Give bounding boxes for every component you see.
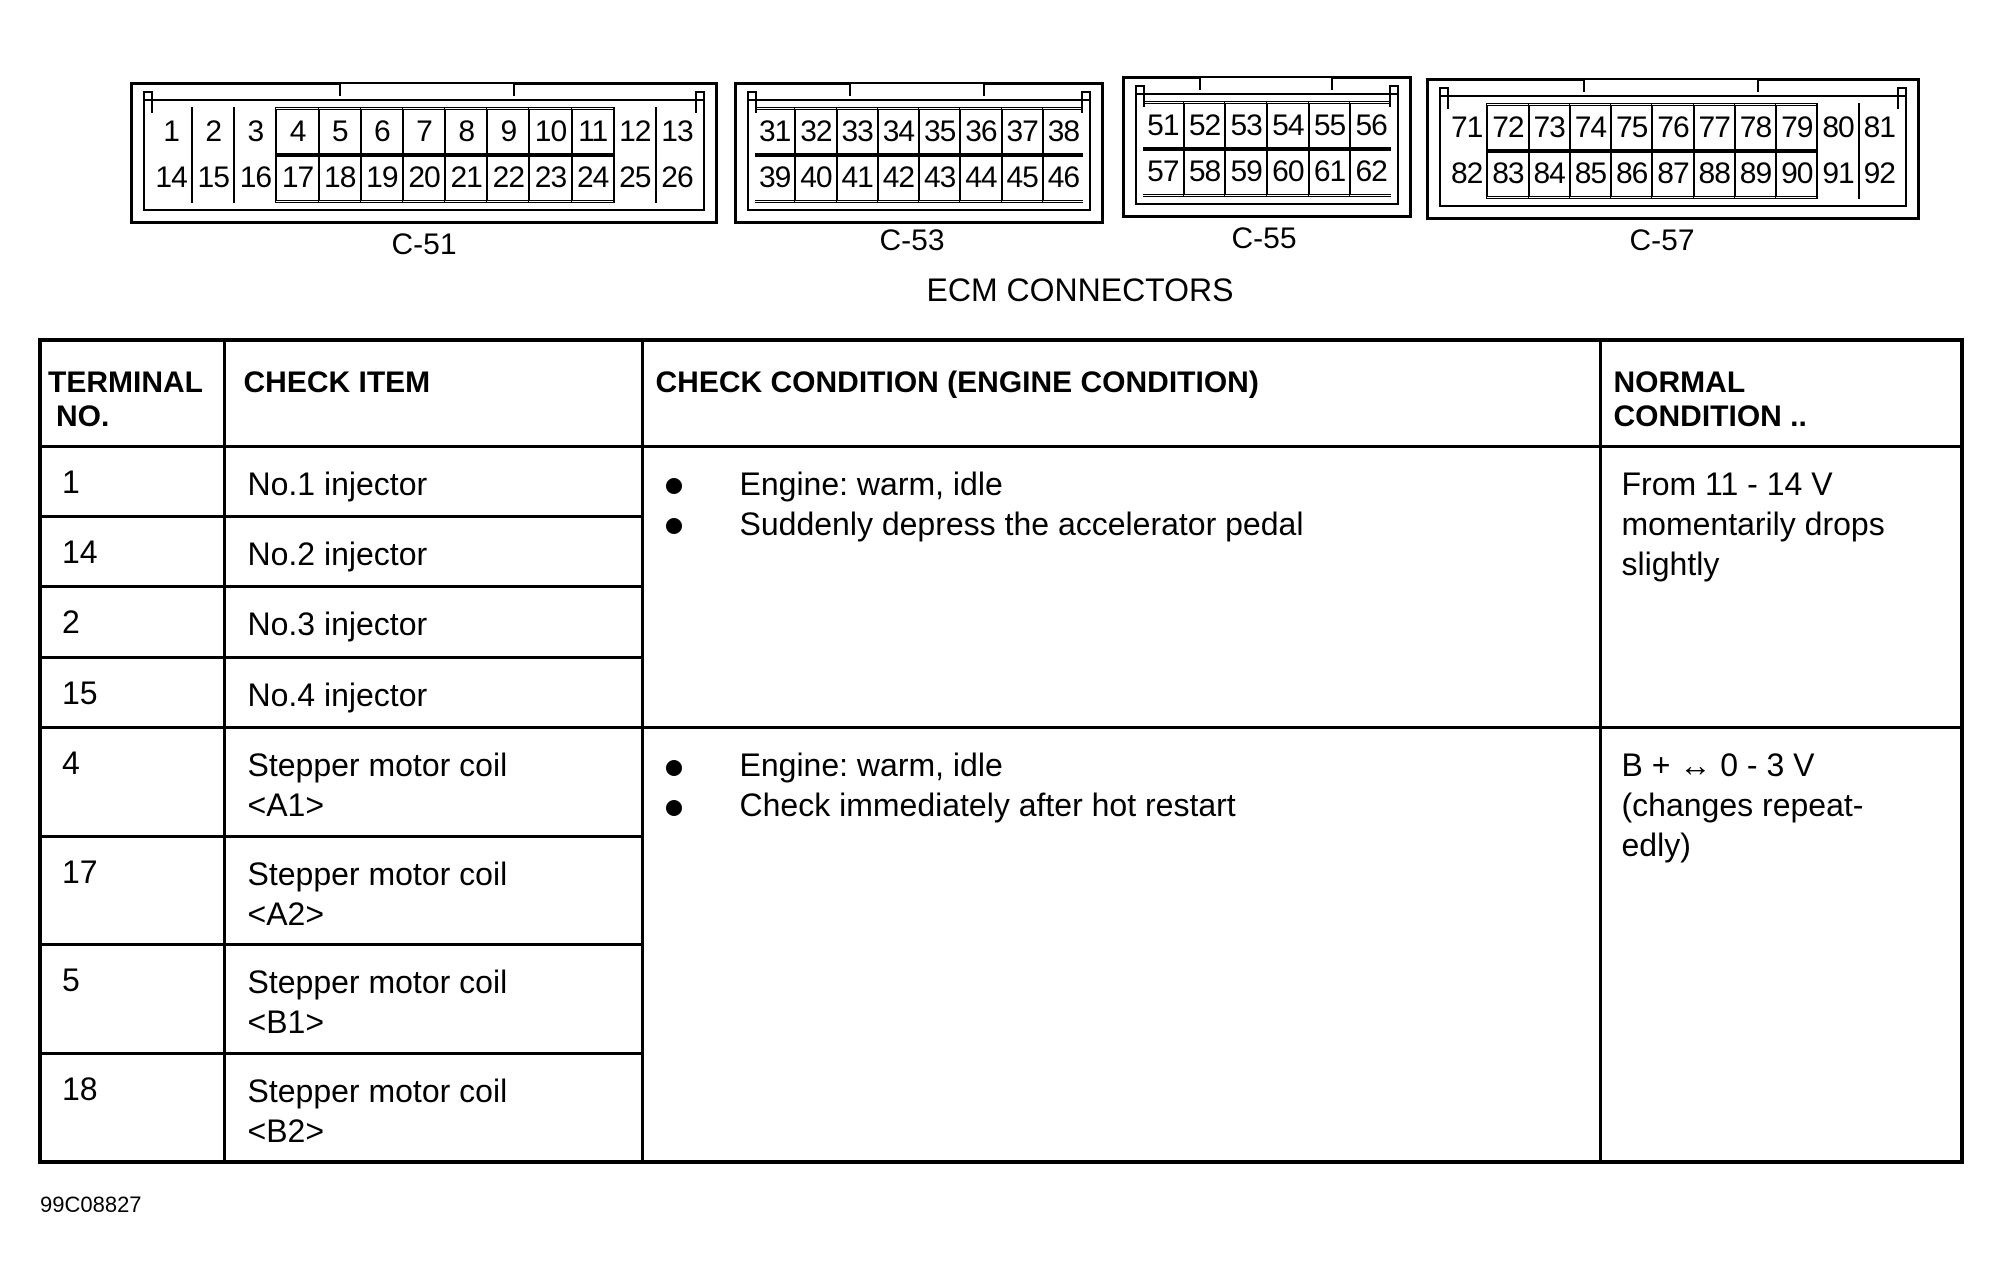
connector-latch xyxy=(1583,78,1759,92)
pin-area xyxy=(1439,95,1907,207)
connector-c51 xyxy=(130,82,718,224)
terminal-cell: 5 xyxy=(40,945,224,1054)
check-item-text: No.2 injector xyxy=(247,535,428,572)
connector-pin: 13 xyxy=(655,107,697,157)
connector-pin: 18 xyxy=(318,153,360,203)
check-item-cell xyxy=(224,836,642,945)
connector-pin: 40 xyxy=(794,153,835,203)
check-item-subtext: <B2> xyxy=(247,1112,325,1149)
connector-pin: 12 xyxy=(613,107,655,157)
pin-row-top xyxy=(151,107,697,157)
connectors-caption: ECM CONNECTORS xyxy=(926,272,1234,308)
connector-pin: 57 xyxy=(1143,147,1183,197)
connector-pin: 41 xyxy=(836,153,877,203)
check-item-text: Stepper motor coil xyxy=(247,964,508,1001)
bullet-dot xyxy=(664,785,740,825)
condition-text: Check immediately after hot restart xyxy=(739,787,1236,824)
connector-pin: 32 xyxy=(794,107,835,157)
connector-pin: 54 xyxy=(1266,101,1308,151)
check-item-subtext: <A2> xyxy=(247,895,325,932)
connector-pin: 78 xyxy=(1734,103,1775,153)
bullet-dot xyxy=(664,745,740,785)
connector-pin: 19 xyxy=(360,153,402,203)
connector-label-c53: C-53 xyxy=(879,224,945,257)
header-check-condition xyxy=(642,340,1600,446)
connector-pin: 51 xyxy=(1143,101,1183,151)
connector-pin: 15 xyxy=(191,153,233,203)
condition-bullet xyxy=(664,745,1599,785)
connector-pin: 73 xyxy=(1528,103,1569,153)
connector-pin: 53 xyxy=(1224,101,1266,151)
normal-condition-cell xyxy=(1600,728,1962,1162)
connector-pin: 91 xyxy=(1816,149,1857,199)
connector-c57 xyxy=(1426,78,1920,220)
connector-pin: 72 xyxy=(1486,103,1527,153)
connector-pin: 59 xyxy=(1224,147,1266,197)
connector-pin: 24 xyxy=(571,153,613,203)
connector-latch xyxy=(339,82,515,96)
bullet-dot xyxy=(664,464,740,504)
check-item-subtext: <B1> xyxy=(247,1004,325,1041)
connector-label-c51: C-51 xyxy=(391,228,457,261)
pin-row-top xyxy=(755,107,1083,157)
header-normal-line1: NORMAL xyxy=(1613,366,1746,399)
connector-pin: 62 xyxy=(1349,147,1391,197)
connector-label-c55: C-55 xyxy=(1231,222,1297,255)
connector-pin: 77 xyxy=(1693,103,1734,153)
pin-row-bottom xyxy=(755,153,1083,203)
connector-pin: 81 xyxy=(1858,103,1899,153)
header-terminal-no xyxy=(40,340,224,446)
connector-pin: 35 xyxy=(918,107,959,157)
terminal-cell: 2 xyxy=(40,587,224,657)
header-check-condition-text: CHECK CONDITION (ENGINE CONDITION) xyxy=(655,366,1259,399)
check-item-cell xyxy=(224,1053,642,1162)
connector-latch xyxy=(1199,76,1333,90)
connector-pin: 21 xyxy=(444,153,486,203)
pin-row-bottom xyxy=(151,153,697,203)
connector-pin: 79 xyxy=(1775,103,1816,153)
connector-pin: 44 xyxy=(959,153,1000,203)
condition-bullet xyxy=(664,785,1599,825)
connector-latch xyxy=(849,82,985,96)
check-item-subtext: <A1> xyxy=(247,787,325,824)
header-normal-condition xyxy=(1600,340,1962,446)
normal-condition-line: momentarily drops xyxy=(1621,505,1885,542)
check-item-text: No.3 injector xyxy=(247,606,428,643)
connector-pin: 11 xyxy=(571,107,613,157)
check-item-text: No.4 injector xyxy=(247,676,428,713)
check-item-cell xyxy=(224,728,642,837)
check-item-cell xyxy=(224,446,642,516)
connector-pin: 56 xyxy=(1349,101,1391,151)
pin-area xyxy=(1135,93,1399,205)
connector-pin: 17 xyxy=(275,153,317,203)
check-item-cell xyxy=(224,657,642,727)
connector-pin: 45 xyxy=(1001,153,1042,203)
connector-pin: 20 xyxy=(402,153,444,203)
connector-pin: 8 xyxy=(444,107,486,157)
terminal-cell: 15 xyxy=(40,657,224,727)
terminal-cell: 1 xyxy=(40,446,224,516)
normal-condition-line: slightly xyxy=(1621,545,1720,582)
connector-pin: 71 xyxy=(1450,110,1483,144)
terminal-cell: 18 xyxy=(40,1053,224,1162)
connector-pin: 38 xyxy=(1042,107,1083,157)
connector-pin: 82 xyxy=(1450,157,1483,191)
pin-row-bottom xyxy=(1143,147,1391,197)
connector-pin: 52 xyxy=(1183,101,1225,151)
connector-pin: 61 xyxy=(1308,147,1350,197)
connector-pin: 25 xyxy=(613,153,655,203)
pin-area xyxy=(143,99,705,211)
condition-text: Suddenly depress the accelerator pedal xyxy=(739,505,1304,542)
connector-pin: 88 xyxy=(1693,149,1734,199)
connector-pin: 16 xyxy=(233,153,275,203)
connector-label-c57: C-57 xyxy=(1629,224,1695,257)
check-condition-cell xyxy=(642,446,1600,728)
normal-condition-cell xyxy=(1600,446,1962,728)
check-item-cell xyxy=(224,516,642,586)
connector-c53 xyxy=(734,82,1104,224)
pin-row-bottom xyxy=(1447,149,1899,199)
connector-pin: 85 xyxy=(1569,149,1610,199)
terminal-check-table xyxy=(38,338,1964,1164)
connector-pin: 83 xyxy=(1486,149,1527,199)
normal-condition-line: B + ↔ 0 - 3 V xyxy=(1621,747,1815,784)
table-row xyxy=(40,446,1962,516)
pin-row-top xyxy=(1447,103,1899,153)
connector-pin: 42 xyxy=(877,153,918,203)
pin-row-top xyxy=(1143,101,1391,151)
terminal-cell: 17 xyxy=(40,836,224,945)
connector-pin: 92 xyxy=(1858,149,1899,199)
connector-pin: 1 xyxy=(163,114,179,148)
header-terminal-line1: TERMINAL xyxy=(48,366,203,399)
check-item-text: No.1 injector xyxy=(247,465,428,502)
connector-pin: 26 xyxy=(655,153,697,203)
connector-pin: 6 xyxy=(360,107,402,157)
condition-text: Engine: warm, idle xyxy=(739,465,1003,502)
connector-pin: 80 xyxy=(1816,103,1857,153)
connector-pin: 37 xyxy=(1001,107,1042,157)
connector-pin: 76 xyxy=(1651,103,1692,153)
condition-text: Engine: warm, idle xyxy=(739,747,1003,784)
connector-pin: 89 xyxy=(1734,149,1775,199)
connector-pin: 39 xyxy=(755,153,794,203)
connector-pin: 4 xyxy=(275,107,317,157)
connector-pin: 31 xyxy=(755,107,794,157)
terminal-cell: 14 xyxy=(40,516,224,586)
connector-pin: 43 xyxy=(918,153,959,203)
terminal-cell: 4 xyxy=(40,728,224,837)
bullet-dot xyxy=(664,504,740,544)
header-normal-line2: CONDITION .. xyxy=(1613,400,1807,433)
table-header-row xyxy=(40,340,1962,446)
pin-area xyxy=(747,99,1091,211)
header-terminal-line2: NO. xyxy=(56,400,110,433)
condition-bullet xyxy=(664,464,1599,504)
connector-pin: 84 xyxy=(1528,149,1569,199)
check-item-text: Stepper motor coil xyxy=(247,747,508,784)
normal-condition-line: From 11 - 14 V xyxy=(1621,465,1833,502)
header-check-item xyxy=(224,340,642,446)
check-item-cell xyxy=(224,587,642,657)
connector-pin: 60 xyxy=(1266,147,1308,197)
connector-pin: 87 xyxy=(1651,149,1692,199)
check-condition-cell xyxy=(642,728,1600,1162)
connector-pin: 90 xyxy=(1775,149,1816,199)
check-item-cell xyxy=(224,945,642,1054)
header-check-item-text: CHECK ITEM xyxy=(243,366,431,399)
check-item-text: Stepper motor coil xyxy=(247,1072,508,1109)
connector-pin: 23 xyxy=(528,153,570,203)
connector-pin: 86 xyxy=(1610,149,1651,199)
check-item-text: Stepper motor coil xyxy=(247,855,508,892)
connector-pin: 14 xyxy=(155,161,187,195)
connector-pin: 2 xyxy=(191,107,233,157)
connector-pin: 55 xyxy=(1308,101,1350,151)
connector-pin: 5 xyxy=(318,107,360,157)
connector-pin: 3 xyxy=(233,107,275,157)
connector-pin: 36 xyxy=(959,107,1000,157)
connector-pin: 33 xyxy=(836,107,877,157)
connector-c55 xyxy=(1122,76,1412,218)
connector-pin: 9 xyxy=(486,107,528,157)
connector-pin: 10 xyxy=(528,107,570,157)
table-row xyxy=(40,728,1962,837)
normal-condition-line: edly) xyxy=(1621,827,1691,864)
connector-pin: 22 xyxy=(486,153,528,203)
connector-pin: 7 xyxy=(402,107,444,157)
condition-bullet xyxy=(664,504,1599,544)
connector-pin: 58 xyxy=(1183,147,1225,197)
figure-id: 99C08827 xyxy=(40,1192,142,1217)
connector-pin: 46 xyxy=(1042,153,1083,203)
connector-pin: 74 xyxy=(1569,103,1610,153)
connector-pin: 34 xyxy=(877,107,918,157)
connector-pin: 75 xyxy=(1610,103,1651,153)
normal-condition-line: (changes repeat- xyxy=(1621,787,1864,824)
